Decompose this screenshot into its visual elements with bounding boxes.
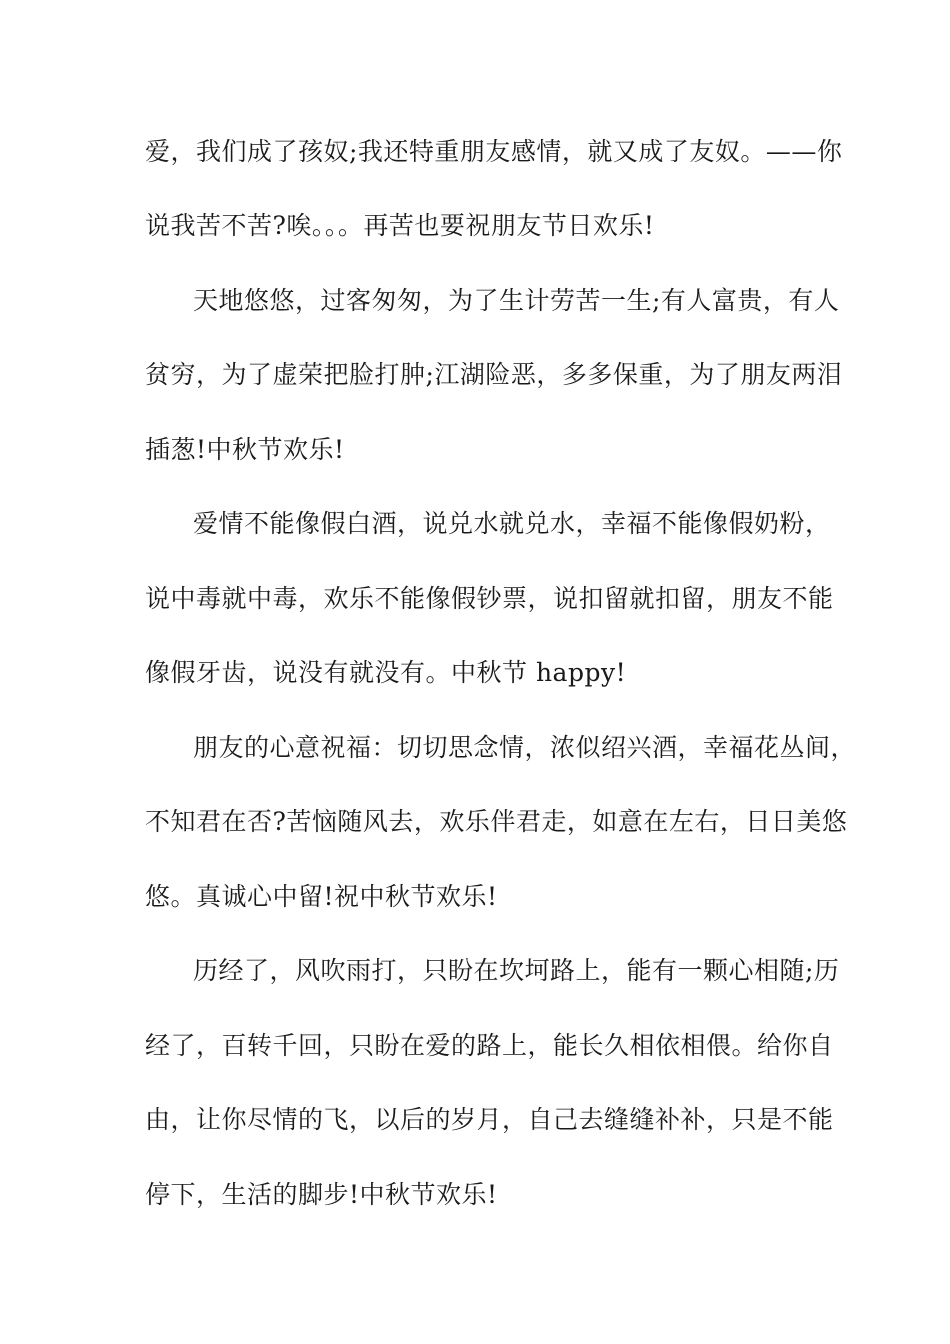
paragraph-first-line: 爱情不能像假白酒，说兑水就兑水，幸福不能像假奶粉， xyxy=(193,509,831,538)
text-line: 说我苦不苦?唉。。。再苦也要祝朋友节日欢乐! xyxy=(145,211,655,240)
text-line: 悠。真诚心中留!祝中秋节欢乐! xyxy=(145,882,498,911)
paragraph-first-line: 天地悠悠，过客匆匆，为了生计劳苦一生;有人富贵，有人 xyxy=(193,286,840,315)
text-line: 爱，我们成了孩奴;我还特重朋友感情，就又成了友奴。——你 xyxy=(145,137,843,166)
text-line: 插葱!中秋节欢乐! xyxy=(145,435,345,464)
text-line: 经了，百转千回，只盼在爱的路上，能长久相依相偎。给你自 xyxy=(145,1031,834,1060)
text-line: 不知君在否?苦恼随风去，欢乐伴君走，如意在左右，日日美悠 xyxy=(145,807,848,836)
text-line: 贫穷，为了虚荣把脸打肿;江湖险恶，多多保重，为了朋友两泪 xyxy=(145,360,843,389)
text-line: 像假牙齿，说没有就没有。中秋节 happy! xyxy=(145,658,627,687)
text-line: 停下，生活的脚步!中秋节欢乐! xyxy=(145,1180,498,1209)
paragraph-first-line: 朋友的心意祝福：切切思念情，浓似绍兴酒，幸福花丛间， xyxy=(193,733,857,762)
paragraph-first-line: 历经了，风吹雨打，只盼在坎坷路上，能有一颗心相随;历 xyxy=(193,956,840,985)
text-line: 由，让你尽情的飞，以后的岁月，自己去缝缝补补，只是不能 xyxy=(145,1105,834,1134)
text-line: 说中毒就中毒，欢乐不能像假钞票，说扣留就扣留，朋友不能 xyxy=(145,584,834,613)
